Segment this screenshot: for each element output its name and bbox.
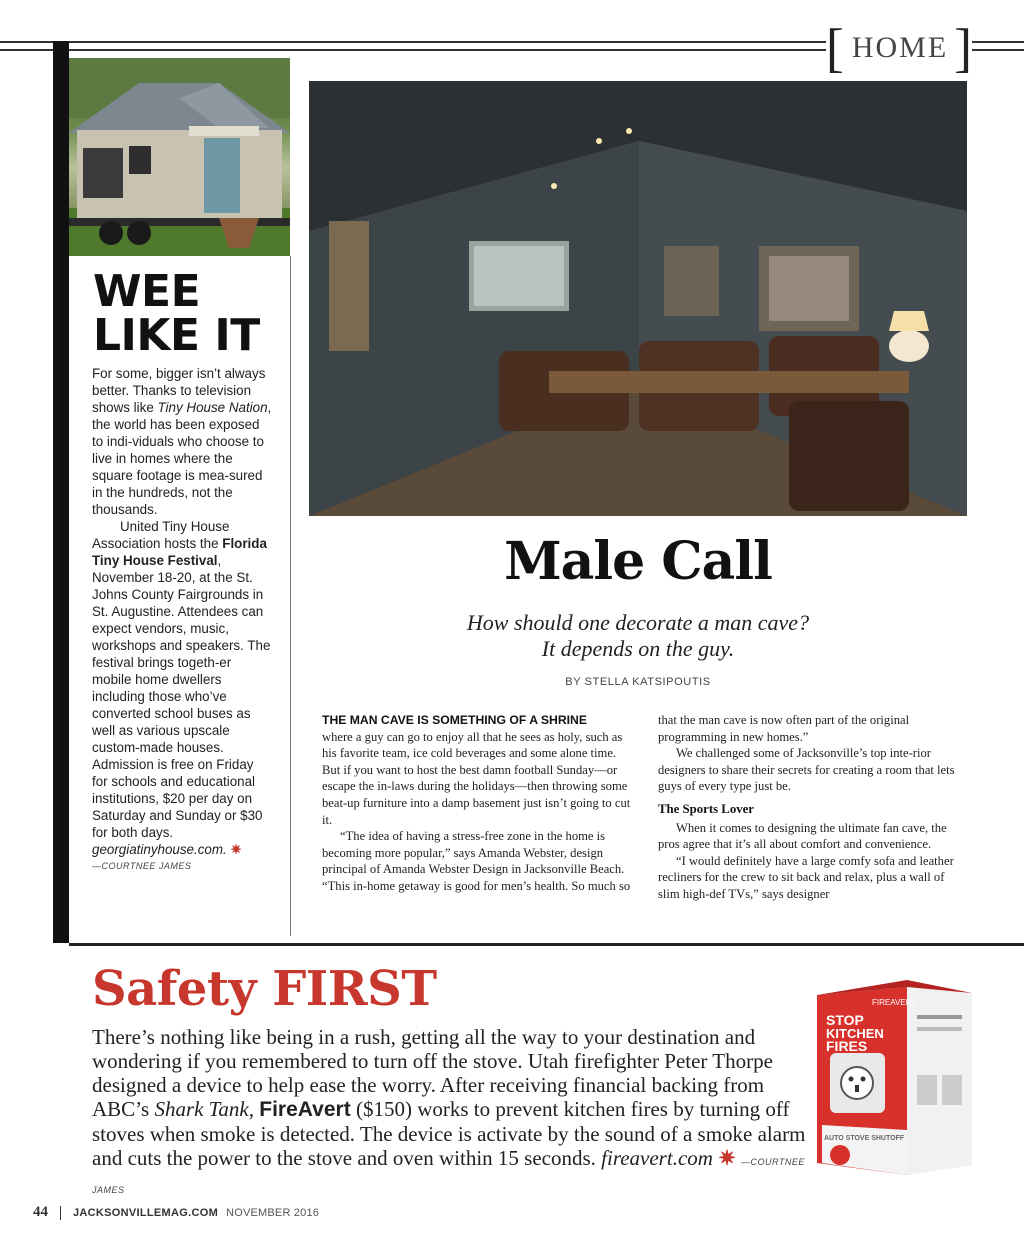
bracket-left: [ [825, 18, 846, 78]
article-paragraph: that the man cave is now often part of the original programming in new homes.” [658, 713, 910, 744]
article-paragraph: “The idea of having a stress-free zone in the home is becoming more popular,” says Amanda Webster, design principal of Amanda Webster Design in Jacksonville Beach. “This in-home getaway is good for men’s health. So much so [322, 829, 631, 893]
article-byline: BY STELLA KATSIPOUTIS [565, 676, 711, 688]
sidebar-text: United Tiny House Association hosts the [92, 519, 230, 551]
sidebar-body [92, 365, 272, 875]
article-paragraph: “I would definitely have a large comfy sofa and leather recliners for the crew to sit back and relax, plus a wall of slim high-def TVs,” says designer [658, 853, 954, 901]
section-divider [69, 943, 1024, 946]
tiny-house-illustration [69, 58, 290, 256]
fireavert-product-box [812, 975, 974, 1175]
header-rule-right-bottom [972, 49, 1024, 51]
article-column-1 [322, 712, 632, 895]
footer-site: JACKSONVILLEMAG.COM [73, 1206, 219, 1219]
sidebar-event-name: Florida Tiny House Festival [92, 536, 267, 568]
header-rule-right-top [972, 41, 1024, 43]
safety-credit: —COURTNEE JAMES [92, 1157, 805, 1195]
article-paragraph: When it comes to designing the ultimate fan cave, the pros agree that it’s all about comfort and convenience. [658, 820, 947, 852]
header-rule-bottom [0, 49, 826, 51]
star-icon: ✷ [718, 1146, 736, 1170]
sidebar-credit: —COURTNEE JAMES [92, 861, 192, 871]
product-box-illustration [812, 975, 974, 1175]
deck-line-2: It depends on the guy. [541, 636, 735, 661]
footer-divider [60, 1206, 61, 1220]
tiny-house-photo [69, 58, 290, 256]
deck-line-1: How should one decorate a man cave? [466, 610, 810, 635]
footer-date: NOVEMBER 2016 [226, 1206, 320, 1219]
sidebar-text: , November 18-20, at the St. Johns County Fairgrounds in St. Augustine. Attendees can expect vendors, music, workshops and speakers. The festival brings togeth-er mobile home dwellers including those who’ve converted school buses as well as various upscale custom-made houses. Admission is free on Friday for schools and educational institutions, $20 per day on Saturday and Sunday or $30 for both days. [92, 553, 271, 840]
sidebar-paragraph-1 [92, 365, 272, 518]
safety-text: There’s nothing like being in a rush, getting all the way to your destination and wondering if you remembered to turn off the stove. Utah firefighter Peter Thorpe designed a device to help ease the worry. After receiving financial backing from ABC’s [92, 1025, 773, 1121]
product-line-1: STOP [826, 1012, 864, 1028]
article-paragraph: where a guy can go to enjoy all that he sees as holy, such as his favorite team, ice cold beverages and some alone time. But if you want to host the best damn football Sunday—or escape the in-laws during the holidays—then throwing some beat-up furniture into a damp basement just isn’t going to cut it. [322, 729, 631, 827]
article-subhead: The Sports Lover [658, 801, 754, 816]
page-footer [33, 1204, 319, 1221]
article-title: Male Call [504, 531, 772, 592]
product-bottom-label: AUTO STOVE SHUTOFF [824, 1135, 905, 1142]
sidebar-paragraph-2 [92, 518, 272, 858]
section-label: HOME [851, 31, 949, 64]
star-icon: ✷ [230, 842, 242, 857]
safety-body [92, 1025, 807, 1202]
safety-show-name: Shark Tank, [154, 1097, 255, 1121]
bracket-right: ] [954, 18, 975, 78]
safety-product-name: FireAvert [259, 1098, 351, 1121]
sidebar-title: WEE LIKE IT [93, 266, 260, 361]
header-rule-top [0, 41, 826, 43]
man-cave-photo [309, 81, 967, 516]
product-brand: FIREAVERT [872, 998, 917, 1007]
safety-title: Safety FIRST [92, 961, 437, 1017]
article-lead: THE MAN CAVE IS SOMETHING OF A SHRINE [322, 713, 587, 727]
product-line-3: FIRES [826, 1038, 868, 1054]
safety-text: ($150) works to prevent kitchen fires by turning off stoves when smoke is detected. The device is activate by the sound of a smoke alarm and cuts the power to the stove and oven within 15 seconds. [92, 1097, 806, 1170]
article-deck [309, 610, 967, 662]
product-line-2: KITCHEN [826, 1026, 884, 1041]
article-paragraph: We challenged some of Jacksonville’s top inte-rior designers to share their secrets for creating a room that lets guys of every type just be. [658, 746, 955, 794]
section-tag [825, 18, 975, 78]
sidebar-text: For some, bigger isn’t always better. Thanks to television shows like [92, 366, 266, 415]
article-column-2 [658, 712, 968, 903]
sidebar-show-name: Tiny House Nation [157, 400, 268, 415]
sidebar-divider [290, 256, 291, 936]
safety-url: fireavert.com [601, 1146, 713, 1170]
page-number: 44 [33, 1204, 48, 1220]
man-cave-illustration [309, 81, 967, 516]
left-black-bar [53, 41, 69, 943]
sidebar-text: , the world has been exposed to indi-viduals who choose to live in homes where the square footage is mea-sured in the hundreds, not the thousands. [92, 400, 272, 517]
sidebar-url: georgiatinyhouse.com. [92, 842, 227, 857]
